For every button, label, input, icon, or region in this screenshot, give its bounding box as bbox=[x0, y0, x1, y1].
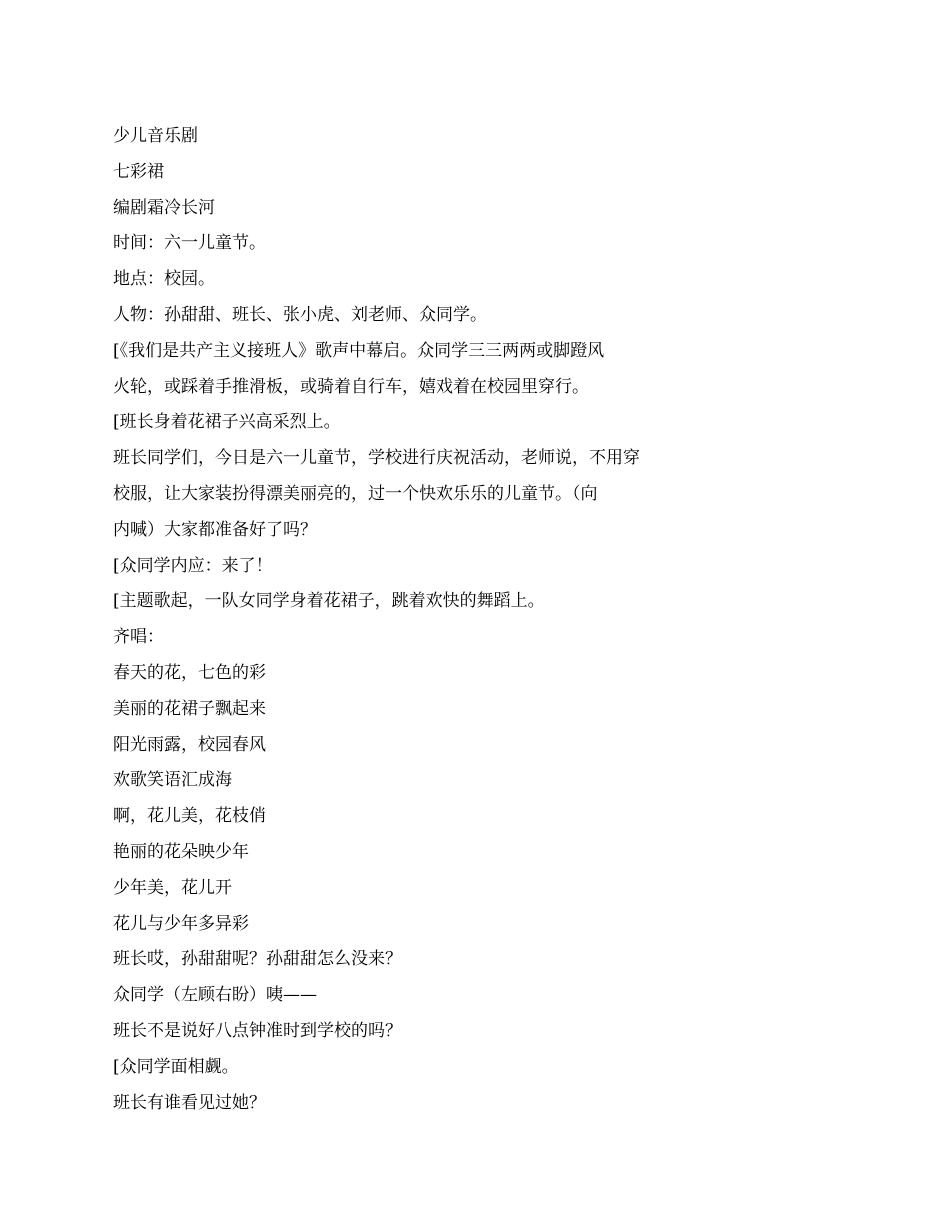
stage-direction: [众同学内应：来了！ bbox=[113, 555, 273, 576]
dialogue-line: 班长同学们，今日是六一儿童节，学校进行庆祝活动，老师说，不用穿 bbox=[113, 448, 640, 469]
stage-direction: [主题歌起，一队女同学身着花裙子，跳着欢快的舞蹈上。 bbox=[113, 591, 545, 612]
song-heading: 齐唱： bbox=[113, 627, 164, 648]
dialogue-line: 班长不是说好八点钟准时到学校的吗？ bbox=[113, 1020, 402, 1041]
dialogue-line: 众同学（左顾右盼）咦—— bbox=[113, 985, 317, 1006]
doc-title: 七彩裙 bbox=[113, 161, 164, 182]
lyric-line: 花儿与少年多异彩 bbox=[113, 913, 249, 934]
stage-direction: [《我们是共产主义接班人》歌声中幕启。众同学三三两两或脚蹬风 bbox=[113, 340, 605, 361]
stage-direction: 火轮，或踩着手推滑板，或骑着自行车，嬉戏着在校园里穿行。 bbox=[113, 376, 589, 397]
lyric-line: 美丽的花裙子飘起来 bbox=[113, 698, 266, 719]
doc-author: 编剧霜冷长河 bbox=[113, 197, 215, 218]
doc-genre: 少儿音乐剧 bbox=[113, 126, 198, 146]
dialogue-line: 班长哎，孙甜甜呢？孙甜甜怎么没来？ bbox=[113, 949, 402, 970]
lyric-line: 春天的花，七色的彩 bbox=[113, 662, 266, 683]
stage-direction: [众同学面相觑。 bbox=[113, 1056, 239, 1077]
dialogue-line: 校服，让大家装扮得漂美丽亮的，过一个快欢乐乐的儿童节。（向 bbox=[113, 483, 598, 504]
doc-characters: 人物：孙甜甜、班长、张小虎、刘老师、众同学。 bbox=[113, 304, 487, 325]
lyric-line: 啊，花儿美，花枝俏 bbox=[113, 806, 266, 827]
document-body bbox=[113, 119, 713, 1121]
doc-time: 时间：六一儿童节。 bbox=[113, 233, 266, 254]
dialogue-line: 班长有谁看见过她？ bbox=[113, 1092, 266, 1113]
dialogue-line: 内喊）大家都准备好了吗？ bbox=[113, 519, 317, 540]
lyric-line: 艳丽的花朵映少年 bbox=[113, 841, 249, 862]
lyric-line: 少年美，花儿开 bbox=[113, 877, 232, 898]
doc-place: 地点：校园。 bbox=[113, 269, 215, 290]
lyric-line: 欢歌笑语汇成海 bbox=[113, 770, 232, 791]
stage-direction: [班长身着花裙子兴高采烈上。 bbox=[113, 412, 341, 433]
lyric-line: 阳光雨露，校园春风 bbox=[113, 734, 266, 755]
